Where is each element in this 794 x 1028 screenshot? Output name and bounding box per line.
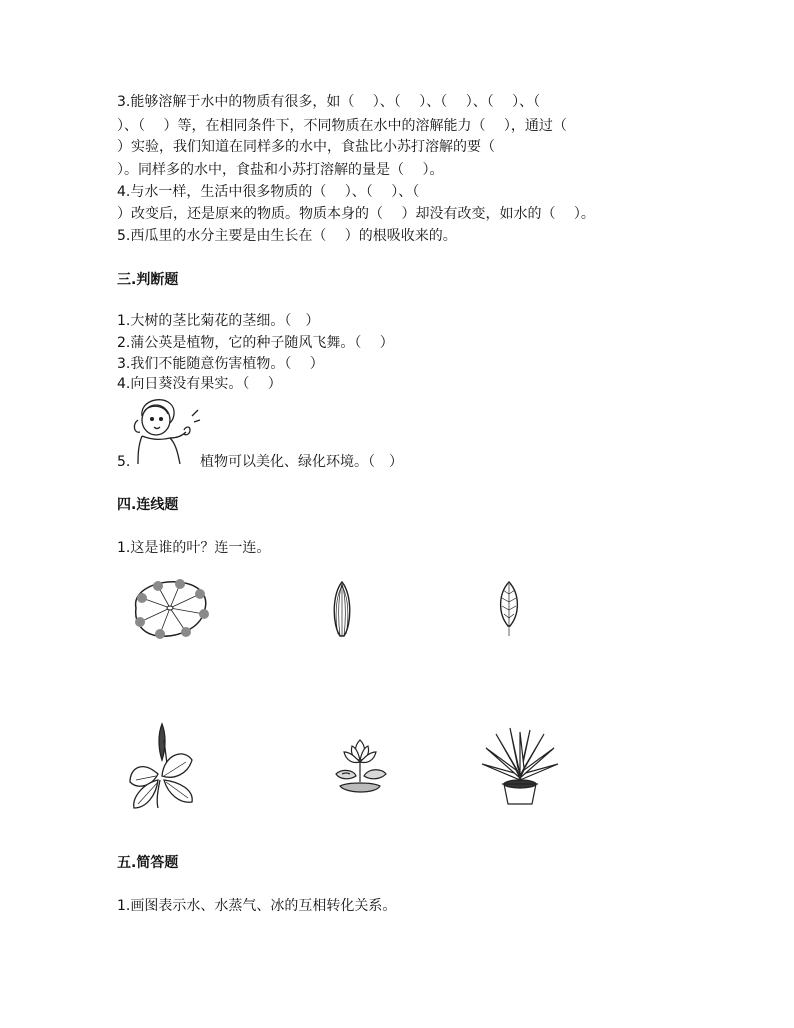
potted-plant-image	[480, 728, 560, 806]
girl-illustration	[128, 394, 200, 466]
fill-question-5: 5.西瓜里的水分主要是由生长在（ ）的根吸收来的。	[117, 228, 457, 244]
fill-question-3-line-2: ）、（ ）等，在相同条件下，不同物质在水中的溶解能力（ ），通过（	[117, 118, 567, 134]
judge-item-5-text: 植物可以美化、绿化环境。（ ）	[200, 454, 403, 470]
fill-question-3-line-1: 3.能够溶解于水中的物质有很多，如（ ）、（ ）、（ ）、（ ）、（	[117, 94, 541, 110]
fill-question-4-line-2: ）改变后，还是原来的物质。物质本身的（ ）却没有改变，如水的（ ）。	[117, 206, 595, 222]
short-answer-question-1: 1.画图表示水、水蒸气、冰的互相转化关系。	[117, 898, 397, 914]
match-question-1: 1.这是谁的叶？连一连。	[117, 540, 271, 556]
judge-item-5-number: 5.	[117, 454, 131, 470]
section-5-title: 五.简答题	[117, 855, 179, 871]
fill-question-3-line-3: ）实验，我们知道在同样多的水中，食盐比小苏打溶解的要（	[117, 139, 495, 155]
fill-question-4-line-1: 4.与水一样，生活中很多物质的（ ）、（ ）、（	[117, 184, 420, 200]
lotus-leaf-image	[128, 578, 210, 640]
lotus-flower-image	[332, 738, 388, 796]
judge-item-1: 1.大树的茎比菊花的茎细。（ ）	[117, 313, 320, 329]
fill-question-3-line-4: ）。同样多的水中，食盐和小苏打溶解的量是（ ）。	[117, 162, 444, 178]
section-4-title: 四.连线题	[117, 497, 179, 513]
judge-item-3: 3.我们不能随意伤害植物。（ ）	[117, 356, 324, 372]
plantain-plant-image	[128, 724, 196, 810]
judge-item-2: 2.蒲公英是植物，它的种子随风飞舞。（ ）	[117, 335, 394, 351]
judge-item-4: 4.向日葵没有果实。（ ）	[117, 376, 282, 392]
section-3-title: 三.判断题	[117, 272, 179, 288]
parallel-leaf-image	[330, 580, 354, 640]
pointed-leaf-image	[496, 580, 522, 638]
